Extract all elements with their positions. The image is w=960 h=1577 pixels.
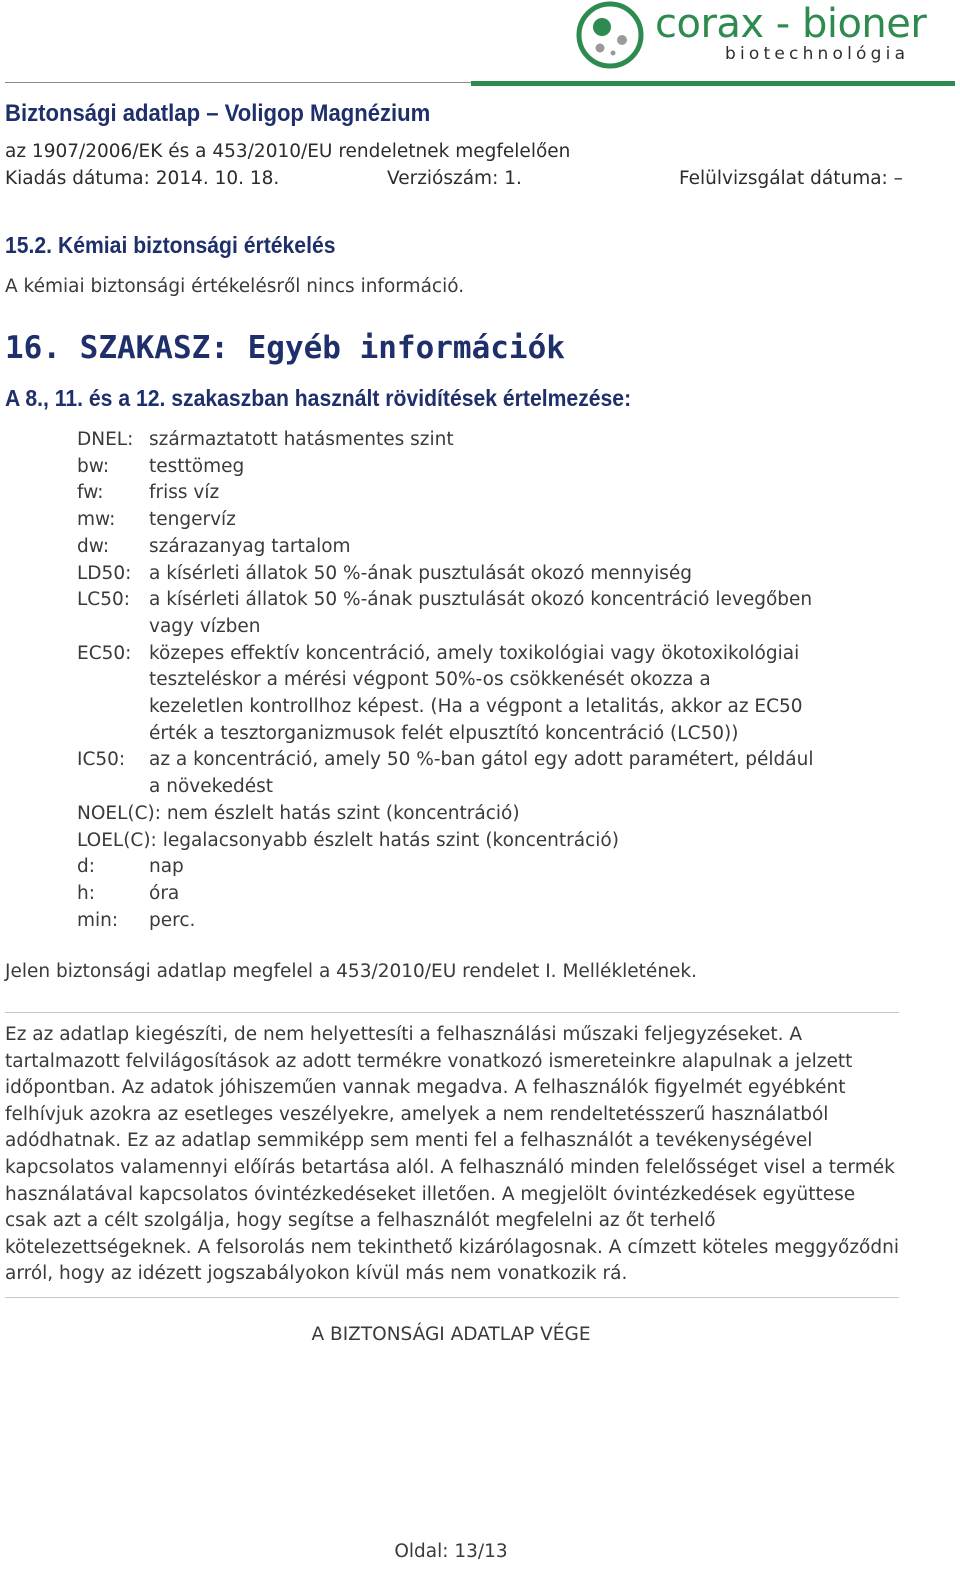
abbreviation-item — [77, 828, 867, 855]
abbreviation-definition: perc. — [149, 909, 196, 931]
page-number: Oldal: 13/13 — [394, 1541, 508, 1562]
abbreviation-item — [77, 801, 867, 828]
abbreviation-item — [77, 454, 867, 481]
abbreviation-item — [77, 854, 867, 881]
abbreviation-item — [77, 641, 867, 748]
abbreviation-term: dw: — [77, 535, 110, 557]
abbreviation-item — [77, 561, 867, 588]
abbreviation-term: min: — [77, 909, 119, 931]
version-number: Verziószám: 1. — [387, 168, 522, 189]
compliance-statement: Jelen biztonsági adatlap megfelel a 453/2010/EU rendelet I. Mellékletének. — [5, 961, 698, 982]
abbreviation-definition: származtatott hatásmentes szint — [149, 429, 454, 450]
header-accent-bar — [471, 81, 955, 86]
abbreviation-definition: tengervíz — [149, 509, 236, 531]
abbreviation-item — [77, 881, 867, 908]
issue-date: Kiadás dátuma: 2014. 10. 18. — [5, 168, 280, 189]
abbreviation-term: d: — [77, 856, 95, 878]
abbreviation-term: DNEL: — [77, 429, 134, 450]
abbreviation-definition: az a koncentráció, amely 50 %-ban gátol egy adott paramétert, például a növekedést — [149, 749, 814, 798]
header-divider — [5, 82, 471, 83]
abbreviation-item — [77, 908, 867, 935]
abbreviation-term: bw: — [77, 455, 110, 477]
logo-tagline: biotechnológia — [725, 44, 910, 64]
abbreviation-definition: a kísérleti állatok 50 %-ának pusztulását okozó koncentráció levegőben vagy vízben — [149, 589, 813, 637]
review-date: Felülvizsgálat dátuma: – — [679, 168, 903, 189]
divider — [5, 1012, 899, 1013]
abbreviation-term: mw: — [77, 509, 116, 531]
abbreviation-item — [77, 747, 867, 800]
abbreviation-term: h: — [77, 882, 95, 904]
abbreviation-definition: friss víz — [149, 482, 220, 504]
abbreviation-term: NOEL(C): — [77, 802, 161, 824]
abbreviation-definition: nap — [149, 856, 184, 878]
abbreviation-term: LD50: — [77, 562, 132, 584]
section-16-heading: 16. SZAKASZ: Egyéb információk — [5, 330, 565, 366]
abbreviation-item — [77, 480, 867, 507]
abbreviation-item — [77, 507, 867, 534]
company-logo — [575, 0, 927, 72]
section-15-2-text: A kémiai biztonsági értékelésről nincs információ. — [5, 276, 465, 297]
abbreviation-definition: nem észlelt hatás szint (koncentráció) — [166, 802, 520, 824]
abbreviation-term: EC50: — [77, 642, 132, 664]
abbreviation-definition: közepes effektív koncentráció, amely toxikológiai vagy ökotoxikológiai teszteléskor a mérési végpont 50%-os csökkenését okozza a kezeletlen kontrollhoz képest. (Ha a végpont a letalitás, akkor az EC50 érték a tesztorganizmusok felét elpusztító koncentráció (LC50)) — [149, 642, 803, 744]
abbreviations-heading: A 8., 11. és a 12. szakaszban használt rövidítések értelmezése: — [5, 385, 632, 411]
abbreviation-term: fw: — [77, 482, 104, 504]
abbreviation-item — [77, 587, 867, 640]
abbreviation-term: LOEL(C): — [77, 829, 157, 851]
section-15-2-heading: 15.2. Kémiai biztonsági értékelés — [5, 232, 336, 258]
logo-wordmark: corax - bioner — [655, 1, 927, 47]
disclaimer-paragraph: Ez az adatlap kiegészíti, de nem helyettesíti a felhasználási műszaki feljegyzéseket. A tartalmazott felvilágosítások az adott termékre vonatkozó ismereteinkre alapulnak a jelzett időpontban. Az adatok jóhiszeműen vannak megadva. A felhasználók figyelmét egyébként felhívjuk azokra az esetleges veszélyekre, amelyek a nem rendeltetésszerű használatból adódhatnak. Ez az adatlap semmiképp sem menti fel a felhasználót a tevékenységével kapcsolatos valamennyi előírás betartása alól. A felhasználó minden felelősséget visel a termék használatával kapcsolatos óvintézkedéseket illetően. A megjelölt óvintézkedések együttese csak azt a célt szolgálja, hogy segítse a felhasználót megfelelni az őt terhelő kötelezettségeknek. A felsorolás nem tekinthető kizárólagosnak. A címzett köteles meggyőződni arról, hogy az idézett jogszabályokon kívül más nem vonatkozik rá. — [5, 1024, 899, 1285]
abbreviation-term: LC50: — [77, 589, 130, 611]
abbreviation-definition: a kísérleti állatok 50 %-ának pusztulását okozó mennyiség — [149, 562, 692, 584]
regulation-line: az 1907/2006/EK és a 453/2010/EU rendeletnek megfelelően — [5, 141, 571, 162]
abbreviation-definition: testtömeg — [149, 455, 245, 477]
abbreviation-definition: szárazanyag tartalom — [149, 535, 351, 557]
abbreviation-item — [77, 534, 867, 561]
divider — [5, 1297, 899, 1298]
abbreviation-term: IC50: — [77, 749, 126, 771]
logo-mark-icon — [575, 0, 645, 70]
document-title: Biztonsági adatlap – Voligop Magnézium — [5, 100, 431, 127]
abbreviation-item — [77, 427, 867, 454]
abbreviation-definition: legalacsonyabb észlelt hatás szint (koncentráció) — [162, 829, 619, 851]
abbreviation-definition: óra — [149, 882, 180, 904]
end-of-document: A BIZTONSÁGI ADATLAP VÉGE — [311, 1324, 591, 1345]
abbreviation-list — [77, 427, 867, 934]
